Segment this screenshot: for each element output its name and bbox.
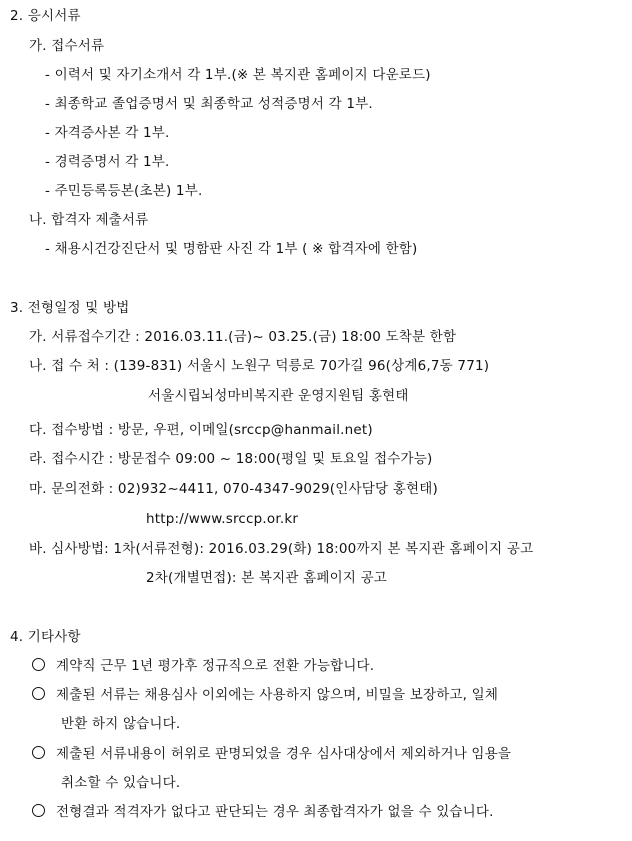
section-2a-item: - 자격증사본 각 1부. xyxy=(45,125,170,141)
section-2b-item: - 채용시건강진단서 및 명함판 사진 각 1부 ( ※ 합격자에 한함) xyxy=(45,241,418,257)
note-text: 계약직 근무 1년 평가후 정규직으로 전환 가능합니다. xyxy=(56,658,375,674)
circle-bullet-icon xyxy=(32,804,45,817)
section-2-heading: 2. 응시서류 xyxy=(10,8,81,24)
note-text: 제출된 서류내용이 허위로 판명되었을 경우 심사대상에서 제외하거나 임용을 xyxy=(56,746,512,762)
section-2a-item: - 경력증명서 각 1부. xyxy=(45,154,170,170)
schedule-row-review: 바. 심사방법: 1차(서류전형): 2016.03.29(화) 18:00까지 본 복지관 홈페이지 공고 xyxy=(29,541,534,557)
schedule-row-address-cont: 서울시립뇌성마비복지관 운영지원팀 홍현태 xyxy=(148,388,409,404)
website-url: http://www.srccp.or.kr xyxy=(146,511,299,527)
section-4-heading: 4. 기타사항 xyxy=(10,629,81,645)
circle-bullet-icon xyxy=(32,658,45,671)
section-2a-title: 가. 접수서류 xyxy=(29,38,105,54)
note-text: 전형결과 적격자가 없다고 판단되는 경우 최종합격자가 없을 수 있습니다. xyxy=(56,804,494,820)
note-item-cont: 취소할 수 있습니다. xyxy=(61,775,181,791)
note-item xyxy=(32,802,494,822)
section-2a-item: - 이력서 및 자기소개서 각 1부.(※ 본 복지관 홈페이지 다운로드) xyxy=(45,67,431,83)
section-2b-title: 나. 합격자 제출서류 xyxy=(29,212,149,228)
schedule-row-method: 다. 접수방법 : 방문, 우편, 이메일(srccp@hanmail.net) xyxy=(29,422,373,438)
section-3-heading: 3. 전형일정 및 방법 xyxy=(10,300,130,316)
schedule-row-address: 나. 접 수 처 : (139-831) 서울시 노원구 덕릉로 70가길 96(상계6,7동 771) xyxy=(29,358,490,374)
circle-bullet-icon xyxy=(32,687,45,700)
schedule-row-period: 가. 서류접수기간 : 2016.03.11.(금)~ 03.25.(금) 18:00 도착분 한함 xyxy=(29,329,457,345)
circle-bullet-icon xyxy=(32,746,45,759)
schedule-row-phone: 마. 문의전화 : 02)932~4411, 070-4347-9029(인사담당 홍현태) xyxy=(29,481,438,497)
note-text: 제출된 서류는 채용심사 이외에는 사용하지 않으며, 비밀을 보장하고, 일체 xyxy=(56,687,499,703)
section-2a-item: - 주민등록등본(초본) 1부. xyxy=(45,183,203,199)
schedule-row-time: 라. 접수시간 : 방문접수 09:00 ~ 18:00(평일 및 토요일 접수가능) xyxy=(29,451,433,467)
schedule-row-review-cont: 2차(개별면접): 본 복지관 홈페이지 공고 xyxy=(146,570,388,586)
note-item xyxy=(32,656,374,676)
note-item xyxy=(32,744,511,764)
section-2a-item: - 최종학교 졸업증명서 및 최종학교 성적증명서 각 1부. xyxy=(45,96,373,112)
note-item xyxy=(32,685,498,705)
note-item-cont: 반환 하지 않습니다. xyxy=(61,716,181,732)
